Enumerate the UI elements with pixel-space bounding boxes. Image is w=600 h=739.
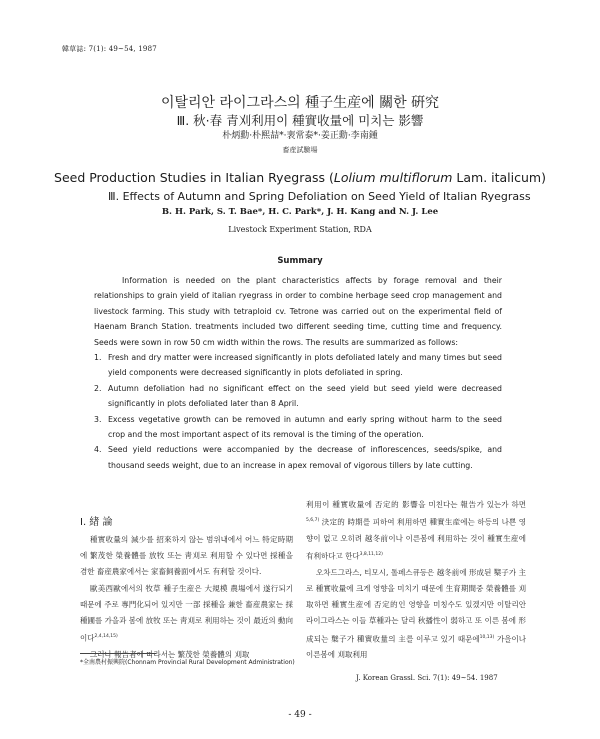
summary-item-text: Autumn defoliation had no significant effect on the seed yield but seed yield were decreased significantly in plots defoliated later than 8 April. [108, 383, 502, 409]
paragraph [80, 581, 293, 647]
summary-item-text: Seed yield reductions were accompanied by the decrease of inflorescences, seeds/spike, and thousand seeds weight, due to an increase in apex removal of vigorous tillers by late cutting. [108, 445, 502, 470]
left-column [80, 532, 293, 663]
summary-item [94, 381, 502, 412]
footer-journal-reference: J. Korean Grassl. Sci. 7(1): 49~54. 1987 [356, 674, 498, 682]
paragraph-text: 決定的 時期를 피하여 利用하면 種實生産에는 하등의 나쁜 영향이 없고 오히려 越冬前이나 이른봄에 利用하는 것이 種實生産에 有利하다고 한다 [306, 517, 526, 561]
summary-item-number: 3. [94, 414, 102, 424]
page-number: - 49 - [288, 710, 312, 720]
summary-item [94, 350, 502, 381]
english-title-pre: Seed Production Studies in Italian Ryegrass ( [54, 170, 334, 185]
korean-subtitle: Ⅲ. 秋·春 青刈利用이 種實收量에 미치는 影響 [176, 113, 424, 128]
right-column [306, 497, 526, 664]
paragraph: 種實收量의 減少를 招來하지 않는 범위내에서 어느 特定時期에 繁茂한 榮養體를 放牧 또는 靑刈로 利用할 수 있다면 採種을 겸한 畜産農家에서는 家畜飼養面에서도 有利할 것이다. [80, 535, 293, 577]
footnote: *全南農村振興院(Chonnam Provincial Rural Development Administration) [80, 659, 295, 666]
citation: 3,8,11,12) [359, 552, 383, 558]
english-subtitle: Ⅲ. Effects of Autumn and Spring Defoliation on Seed Yield of Italian Ryegrass [108, 190, 531, 203]
citation: 2,4,14,15) [94, 634, 118, 640]
summary-list [94, 350, 502, 473]
summary-heading: Summary [277, 256, 323, 266]
english-title-species: Lolium multiflorum [333, 170, 453, 185]
summary-item-number: 1. [94, 353, 102, 363]
summary-intro: Information is needed on the plant characteristics affects by forage removal and their relationships to grain yield of italian ryegrass in order to combine herbage seed crop management and livestock farming. This study with tetraploid cv. Tetrone was carried out on the experimental field of Haenam Branch Station. treatments included two different seeding time, cutting time and frequency. Seeds were sown in row 50 cm width within the rows. The results are summarized as follows: [94, 276, 502, 347]
korean-title: 이탈리안 라이그라스의 種子生産에 關한 硏究 [160, 95, 440, 111]
english-authors: B. H. Park, S. T. Bae*, H. C. Park*, J. H. Kang and N. J. Lee [161, 207, 439, 217]
paragraph [306, 565, 526, 664]
paragraph: 그러나 報告者에 따라서는 繁茂한 榮養體의 刈取 [90, 649, 250, 659]
summary-body [94, 273, 502, 473]
summary-item-text: Excess vegetative growth can be removed in autumn and early spring without harm to the seed crop and the most important aspect of its removal is the timing of the operation. [108, 414, 502, 440]
paragraph-text: 歐美西歐에서의 牧草 種子生産은 大規模 農場에서 遂行되기 때문에 주로 專門化되어 있지만 一部 採種을 兼한 畜産農家는 採種圃를 가을과 봄에 放牧 또는 靑刈로 利用하는 것이 最近의 動向이다 [80, 583, 293, 643]
journal-reference: 韓草誌: 7(1): 49~54, 1987 [62, 45, 157, 53]
korean-institute: 畜産試驗場 [282, 146, 318, 154]
paragraph [306, 497, 526, 565]
citation: 10,13) [479, 634, 495, 640]
paragraph-text: 利用이 種實收量에 否定的 影響을 미친다는 報告가 있는가 하면 [306, 500, 526, 509]
paragraph-text: 오차드그라스, 티모시, 톨페스큐등은 越冬前에 形成된 櫱子가 主로 種實收量에 크게 영향을 미치기 때문에 生育期間중 榮養體를 刈取하면 種實生産에 否定的인 영향을 미칭수도 있겠지만 이탈리안 라이그라스는 이들 草種과는 달리 秋播性이 弱하고 또 이른 봄에 形成되는 櫱子가 種實收量의 主를 이루고 있기 때문에 [306, 567, 526, 644]
summary-item-text: Fresh and dry matter were increased significantly in plots defoliated lately and many times but seed yield components were decreased significantly in plots defoliated in spring. [108, 353, 502, 378]
english-title-post: Lam. italicum) [452, 170, 546, 185]
section-heading-introduction: Ⅰ. 緖 論 [80, 517, 113, 528]
footnote-divider [80, 653, 156, 654]
english-institute: Livestock Experiment Station, RDA [228, 225, 372, 234]
summary-item [94, 412, 502, 443]
english-title [0, 170, 600, 185]
summary-item-number: 4. [94, 445, 102, 455]
summary-item [94, 442, 502, 473]
korean-authors: 朴炳勳·朴熙喆*·裵常泰*·姜正勳·李南鍾 [222, 131, 378, 141]
paragraph-text: 가을이나 이른봄에 刈取利用 [306, 634, 526, 660]
summary-item-number: 2. [94, 383, 102, 393]
citation: 5,6,7) [306, 518, 320, 524]
